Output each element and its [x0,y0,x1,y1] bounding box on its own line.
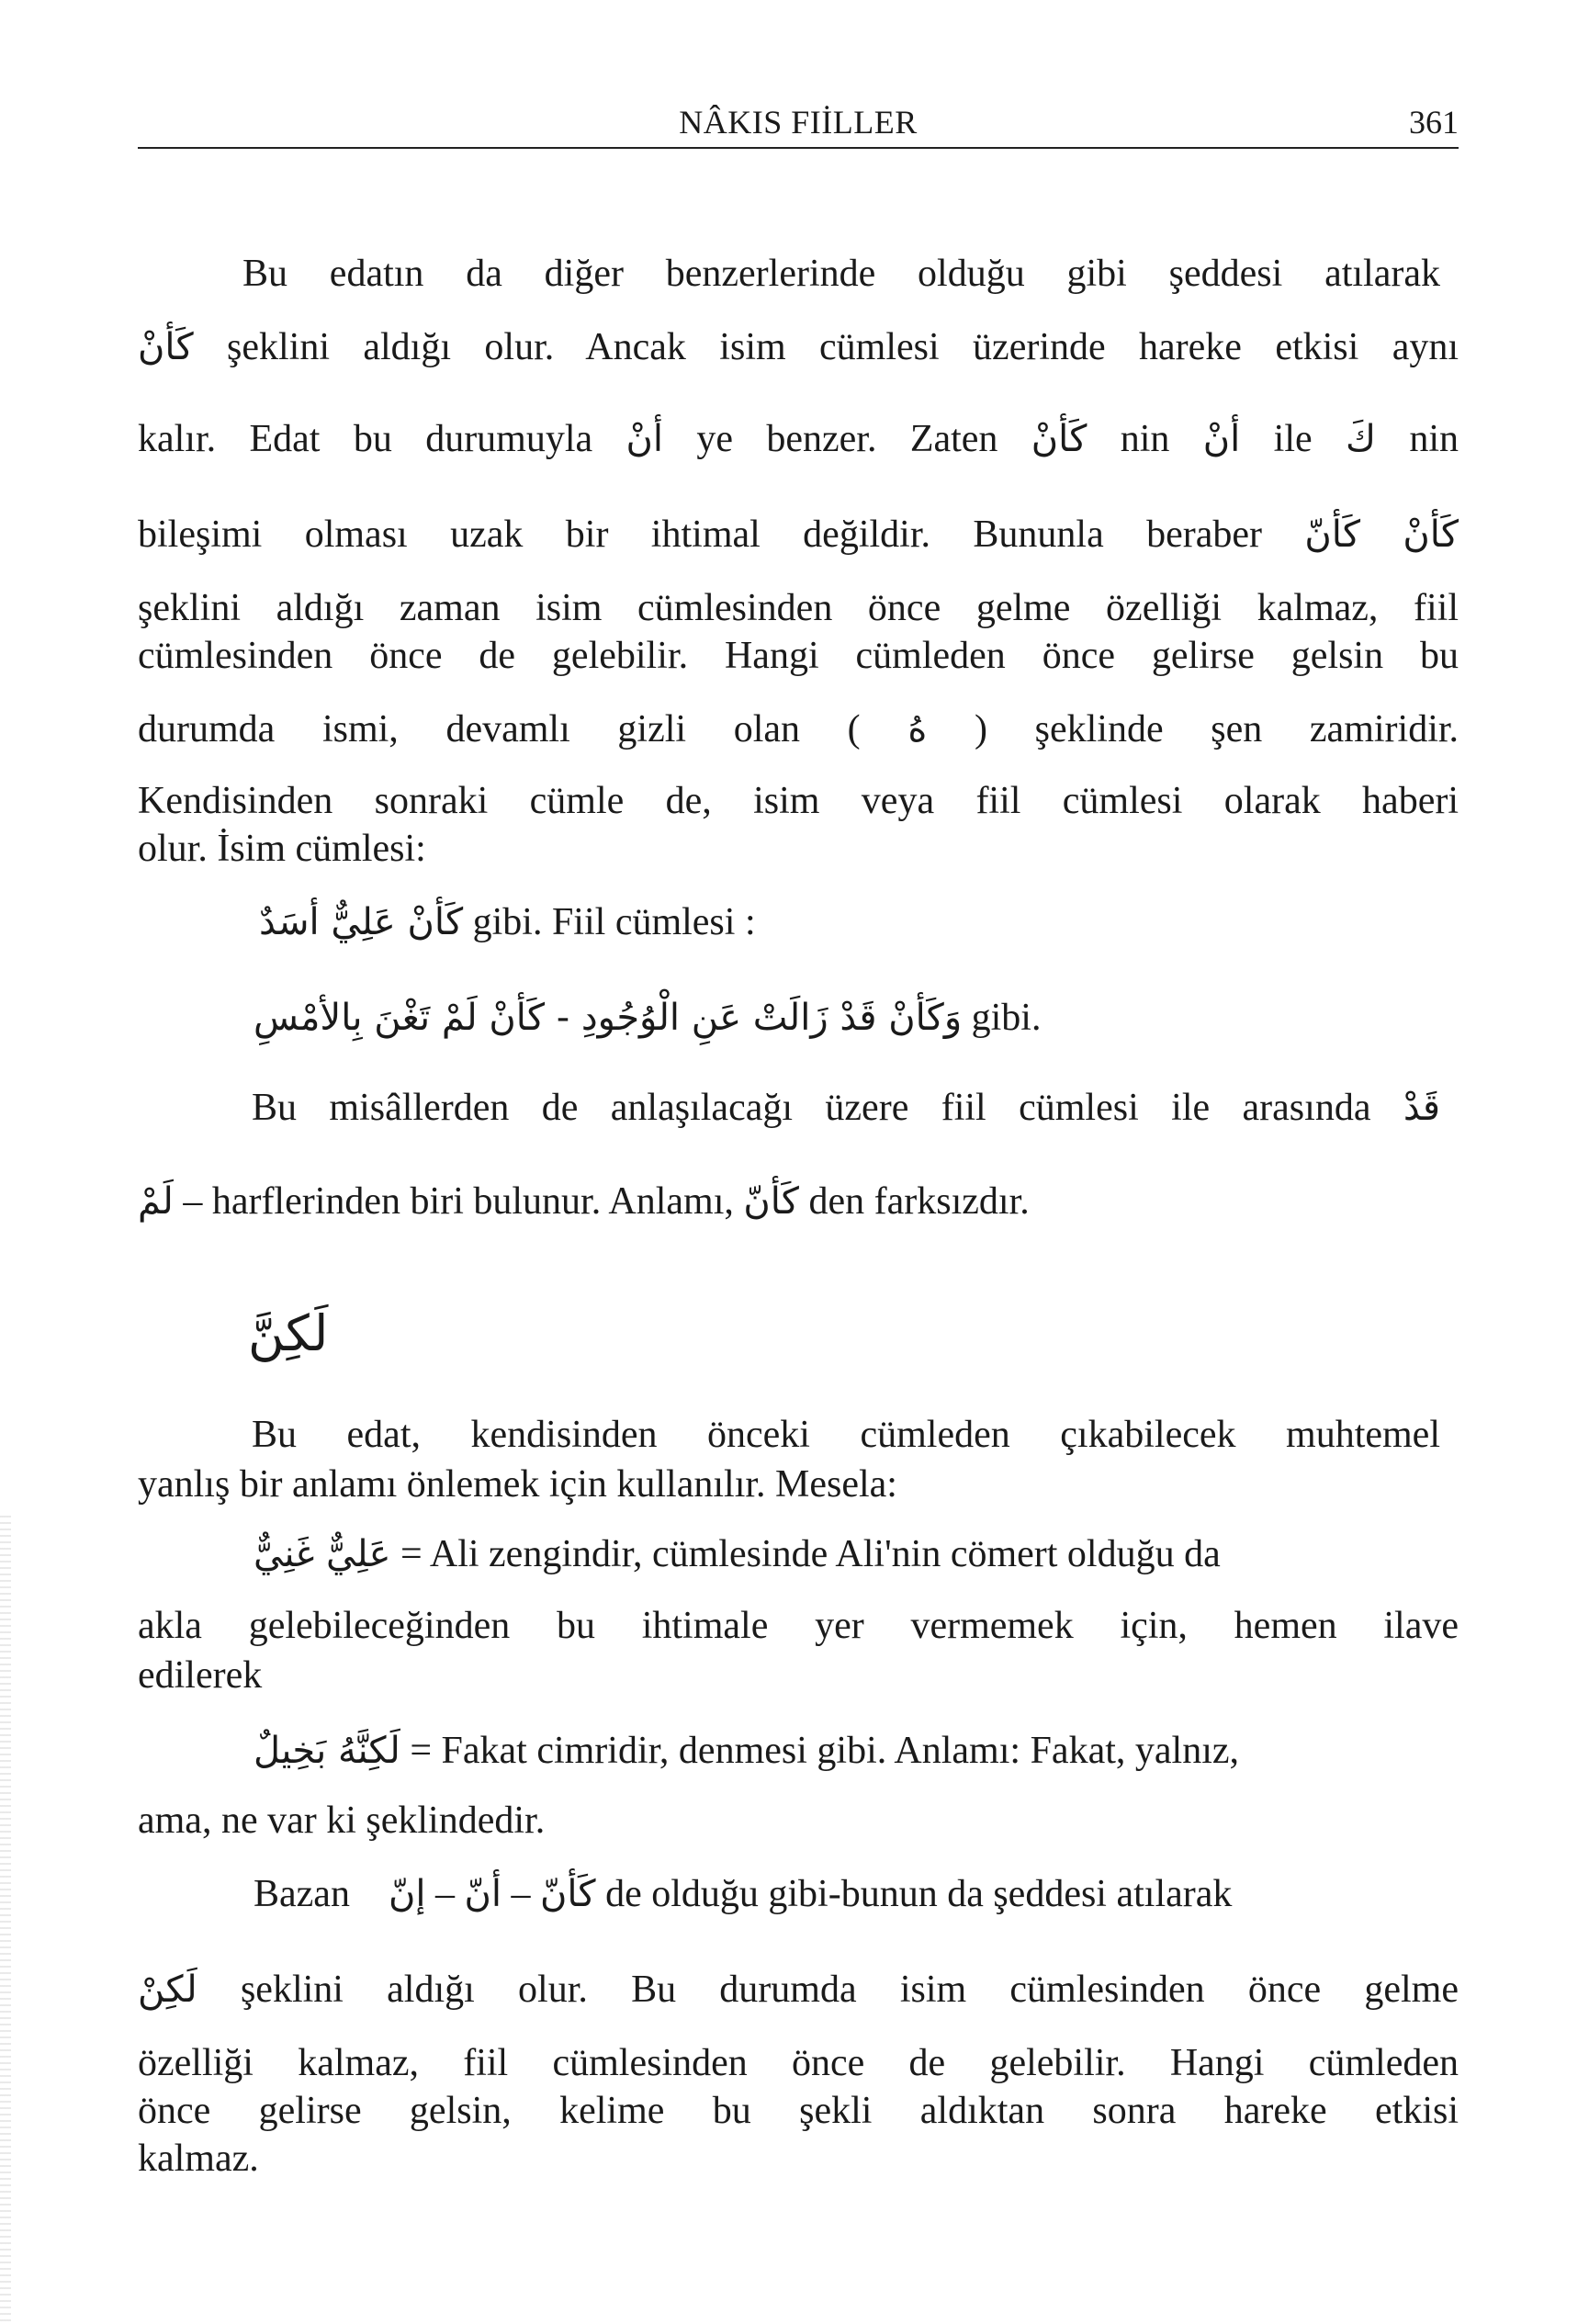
scan-edge-noise [0,1516,11,2324]
line-text: kalmaz. [138,2138,259,2180]
example-line [254,1530,1448,1578]
text-line [138,584,1459,632]
line-text: gibi. [971,997,1042,1039]
text-line [138,1652,1459,1699]
arabic-example: لَكِنَّهُ بَخِيلٌ [254,1730,400,1772]
line-text: durumda ismi, devamlı gizli olan ( [138,708,861,750]
arabic-word: لَكِنْ [138,1969,197,2011]
text-line [138,825,1459,873]
running-title: NÂKIS FIİLLER [679,104,918,141]
example-line [254,994,1448,1042]
line-text: olur. İsim cümlesi: [138,828,426,870]
line-text: – [511,1873,531,1915]
text-line [138,511,1459,558]
text-line [138,1602,1459,1650]
arabic-word: كَأنّ [743,1180,799,1223]
arabic-word: لَمْ [138,1180,174,1223]
arabic-example: كَأنْ عَلِيٌّ أسَدٌ [259,901,464,943]
arabic-word: كَأنّ [1304,513,1360,556]
line-text: önce gelirse gelsin, kelime bu şekli aldıktan sonra hareke etkisi [138,2090,1459,2132]
line-text: gibi. Fiil cümlesi : [472,901,756,943]
arabic-example: عَلِيٌّ غَنِيٌّ [254,1533,391,1575]
line-text: kalır. Edat bu durumuyla [138,418,593,460]
text-line [138,2039,1459,2087]
example-line [259,898,1361,946]
text-line [138,1966,1459,2014]
page-number: 361 [1409,104,1459,141]
text-line [138,323,1459,371]
text-line [138,777,1459,825]
line-text: Bazan [254,1873,350,1915]
line-text: özelliği kalmaz, fiil cümlesinden önce de gelebilir. Hangi cümleden [138,2042,1459,2084]
section-heading-arabic: لَكِنَّ [248,1304,329,1362]
text-line [252,1084,1440,1132]
arabic-word: كَ [1346,418,1376,460]
line-text: ile [1273,418,1313,460]
line-text: = Fakat cimridir, denmesi gibi. Anlamı: Fakat, yalnız, [410,1730,1239,1772]
text-line [138,1178,1459,1225]
page-header [138,103,1459,149]
arabic-word: كَأنّ [539,1873,596,1915]
line-text: – harflerinden biri bulunur. Anlamı, [183,1180,734,1223]
arabic-word: كَأنْ [138,326,194,368]
text-line [138,1461,1459,1508]
text-line [242,250,1440,298]
line-text: den farksızdır. [808,1180,1030,1223]
line-text: nin [1409,418,1459,460]
arabic-pronoun: هُ [907,708,928,750]
line-text: cümlesinden önce de gelebilir. Hangi cümleden önce gelirse gelsin bu [138,635,1459,677]
example-line [254,1727,1457,1775]
line-text: ama, ne var ki şeklindedir. [138,1799,546,1842]
arabic-word: أنْ [1202,418,1241,460]
arabic-word: إنّ [388,1873,426,1915]
line-text: edilerek [138,1654,263,1697]
line-text: Bu misâllerden de anlaşılacağı üzere fiil cümlesi ile arasında [252,1087,1371,1129]
line-text: de olduğu gibi-bunun da şeddesi atılarak [605,1873,1233,1915]
text-line [252,1411,1440,1459]
line-text: Bu edat, kendisinden önceki cümleden çıkabilecek muhtemel [252,1414,1440,1456]
text-line [138,2087,1459,2135]
line-text: ye benzer. Zaten [696,418,998,460]
line-text: = Ali zengindir, cümlesinde Ali'nin cömert olduğu da [400,1533,1221,1575]
arabic-word: أنّ [464,1873,501,1915]
line-text: Kendisinden sonraki cümle de, isim veya fiil cümlesi olarak haberi [138,780,1459,822]
line-text: akla gelebileceğinden bu ihtimale yer vermemek için, hemen ilave [138,1605,1459,1647]
line-text: şeklini aldığı olur. Ancak isim cümlesi üzerinde hareke etkisi aynı [227,326,1459,368]
text-line [138,705,1459,753]
line-text: Bu edatın da diğer benzerlerinde olduğu gibi şeddesi atılarak [242,253,1440,295]
text-line [138,1797,1459,1845]
text-line [138,2135,1459,2183]
line-text: yanlış bir anlamı önlemek için kullanılır. Mesela: [138,1463,897,1506]
text-line [138,632,1459,680]
arabic-word: كَأنْ [1403,513,1459,556]
arabic-word: كَأنْ [1031,418,1088,460]
arabic-example: وَكَأنْ قَدْ زَالَتْ عَنِ الْوُجُودِ - كَأنْ لَمْ تَغْنَ بِالأمْسِ [254,997,963,1039]
line-text: ) şeklinde şen zamiridir. [975,708,1459,750]
text-line [138,415,1459,463]
line-text: bileşimi olması uzak bir ihtimal değildir. Bununla beraber [138,513,1262,556]
line-text: şeklini aldığı zaman isim cümlesinden önce gelme özelliği kalmaz, fiil [138,587,1459,629]
arabic-word: أنْ [625,418,664,460]
line-text: – [434,1873,455,1915]
line-text: şeklini aldığı olur. Bu durumda isim cümlesinden önce gelme [240,1969,1459,2011]
arabic-word: قَدْ [1403,1087,1440,1129]
text-line [254,1870,1440,1918]
line-text: nin [1120,418,1170,460]
